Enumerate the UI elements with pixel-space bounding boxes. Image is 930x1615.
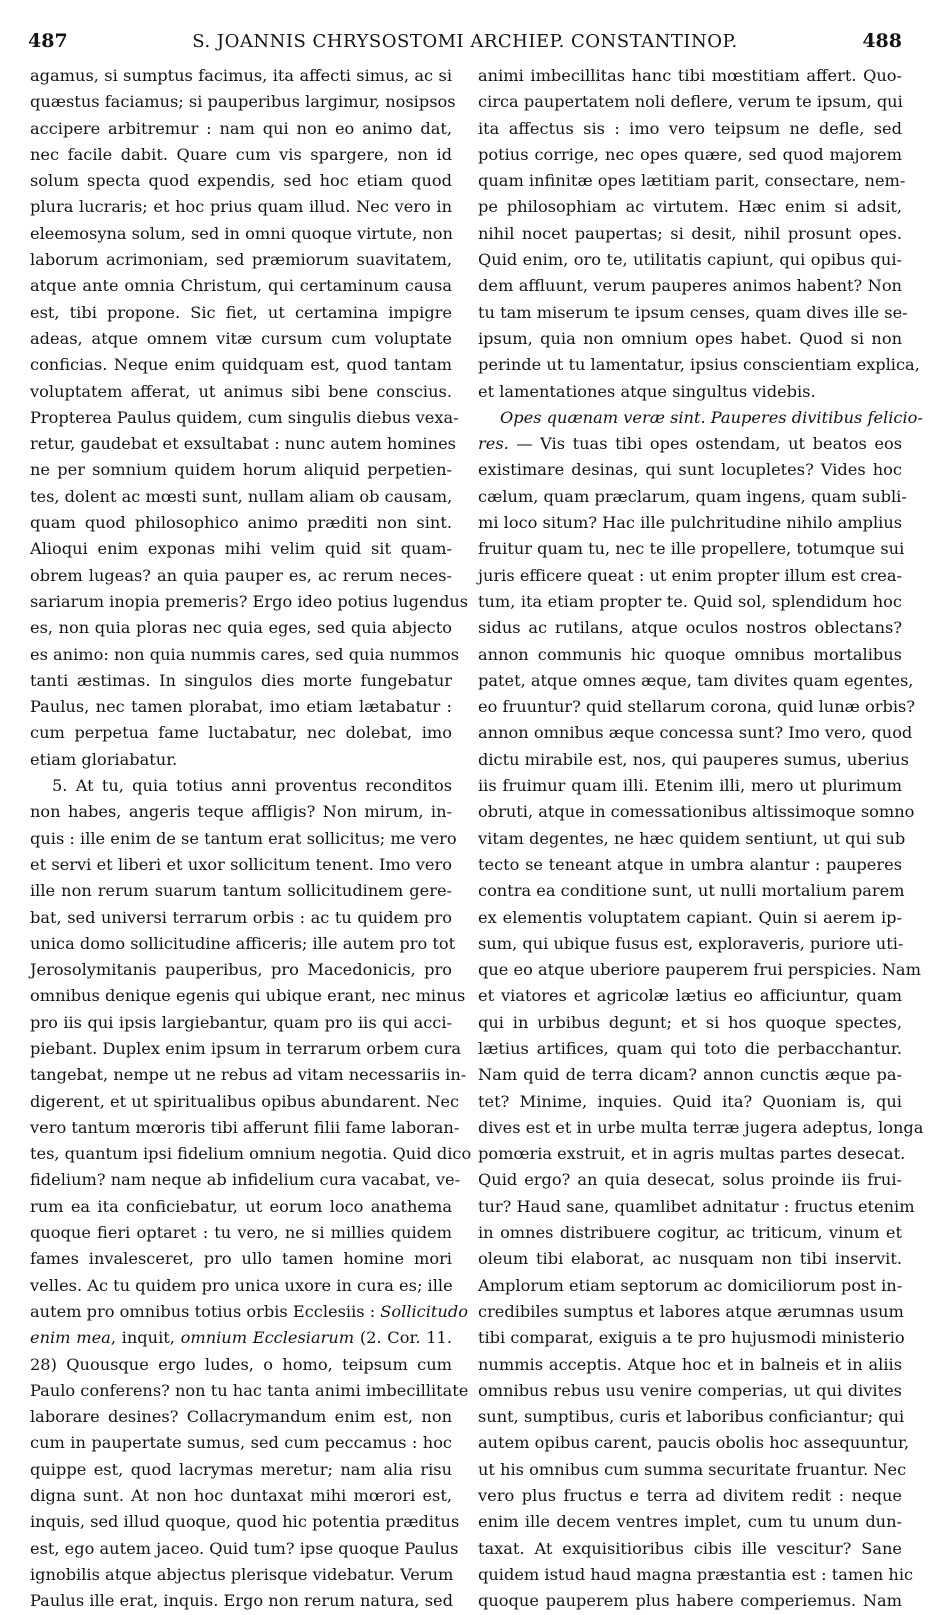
text-line <box>30 720 452 746</box>
text-line <box>478 1036 902 1062</box>
text-line <box>478 826 906 852</box>
line-text: juris efficere queat : ut enim propter illum est crea- <box>478 565 902 585</box>
text-line <box>30 352 452 378</box>
line-text: Jerosolymitanis pauperibus, pro Macedonicis, pro <box>30 960 452 980</box>
text-line <box>478 1430 910 1456</box>
line-text: iis fruimur quam illi. Etenim illi, mero ut plurimum <box>478 776 902 796</box>
text-line <box>30 1430 452 1456</box>
running-title: S. JOANNIS CHRYSOSTOMI ARCHIEP. CONSTANTINOP. <box>192 31 738 52</box>
line-text: cælum, quam præclarum, quam ingens, quam subli- <box>478 486 907 506</box>
text-line <box>478 484 907 510</box>
text-line <box>30 431 456 457</box>
line-text: plura lucraris; et hoc prius quam illud. Nec vero in <box>30 197 452 217</box>
page-number-right: 488 <box>862 30 902 52</box>
text-line <box>30 273 452 299</box>
line-text: Alioqui enim exponas mihi velim quid sit quam- <box>30 539 452 559</box>
text-line <box>30 1457 452 1483</box>
text-line <box>30 194 452 220</box>
line-text: annon omnibus æque concessa sunt? Imo vero, quod <box>478 723 913 743</box>
line-text: fames invalesceret, pro ullo tamen homine mori <box>30 1249 452 1269</box>
line-text: ignobilis atque abjectus plerisque videbatur. Verum <box>30 1564 454 1584</box>
line-text: quoque fieri optaret : tu vero, ne si millies quidem <box>30 1223 452 1243</box>
line-text: animi imbecillitas hanc tibi mœstitiam affert. Quo- <box>478 66 902 85</box>
line-text: lætius artifices, quam qui toto die perbacchantur. <box>478 1038 902 1058</box>
text-line <box>478 1273 902 1299</box>
text-line <box>30 1404 452 1430</box>
line-text: pe philosophiam ac virtutem. Hæc enim si adsit, <box>478 197 902 217</box>
line-text: solum specta quod expendis, sed hoc etiam quod <box>30 171 452 191</box>
line-text: etiam gloriabatur. <box>30 749 178 769</box>
text-line <box>30 852 452 878</box>
line-text: tibi comparat, exiguis a te pro hujusmodi ministerio <box>478 1328 905 1348</box>
text-line <box>478 431 902 457</box>
line-text: obruti, atque in comessationibus altissimoque somno <box>478 802 915 822</box>
line-text: annon communis hic quoque omnibus mortalibus <box>478 644 902 664</box>
line-text: tu tam miserum te ipsum censes, quam dives ille se- <box>478 302 908 322</box>
line-text: et servi et liberi et uxor sollicitum tenent. Imo vero <box>30 854 452 874</box>
line-text: oleum tibi elaborat, ac nusquam non tibi inservit. <box>478 1249 902 1269</box>
italic-text: Sollicitudo <box>380 1301 468 1321</box>
text-line <box>30 457 452 483</box>
text-line <box>478 89 902 115</box>
line-text: qui in urbibus degunt; et si hos quoque spectes, <box>478 1012 902 1032</box>
text-line <box>30 1062 467 1088</box>
line-text: nummis acceptis. Atque hoc et in balneis et in aliis <box>478 1354 902 1374</box>
text-line <box>478 1141 906 1167</box>
line-text: (2. Cor. 11. <box>354 1328 452 1348</box>
line-text: piebant. Duplex enim ipsum in terrarum orbem cura <box>30 1038 462 1058</box>
line-text: ipsum, quia non omnium opes habet. Quod si non <box>478 328 902 348</box>
text-line <box>30 826 457 852</box>
text-line <box>478 116 902 142</box>
text-line <box>30 799 452 825</box>
line-text: contra ea conditione sunt, ut nulli mortalium parem <box>478 881 905 901</box>
line-text: atque ante omnia Christum, qui certaminum causa <box>30 276 452 296</box>
text-line <box>478 221 902 247</box>
line-text: Quid enim, oro te, utilitatis capiunt, qui opibus qui- <box>478 250 902 270</box>
text-line <box>30 1036 462 1062</box>
text-line <box>478 63 902 89</box>
line-text: bat, sed universi terrarum orbis : ac tu quidem pro <box>30 907 452 927</box>
line-text: sidus ac rutilans, atque oculos nostros oblectans? <box>478 618 902 638</box>
line-text: dictu mirabile est, nos, qui pauperes sumus, uberius <box>478 749 909 769</box>
line-text: taxat. At exquisitioribus cibis ille vescitur? Sane <box>478 1538 902 1558</box>
text-line <box>30 747 452 773</box>
text-line <box>478 983 902 1009</box>
line-text: voluptatem afferat, ut animus sibi bene conscius. <box>30 381 452 401</box>
line-text: inquis, sed illud quoque, quod hic potentia præditus <box>30 1512 460 1532</box>
line-text: Amplorum etiam septorum ac domiciliorum post in- <box>478 1275 903 1295</box>
text-line <box>30 536 452 562</box>
text-line <box>30 405 459 431</box>
text-line <box>30 589 469 615</box>
text-line <box>30 1299 468 1325</box>
line-text: Propterea Paulus quidem, cum singulis diebus vexa- <box>30 407 459 427</box>
text-line <box>30 1089 460 1115</box>
italic-text: omnium Ecclesiarum <box>180 1328 355 1348</box>
line-text: autem pro omnibus totius orbis Ecclesiis : <box>30 1301 381 1321</box>
text-line <box>30 1588 452 1614</box>
text-line <box>30 668 452 694</box>
text-line <box>478 510 902 536</box>
text-line <box>30 1509 460 1535</box>
text-line <box>478 747 909 773</box>
line-text: et viatores et agricolæ lætius eo afficiuntur, quam <box>478 986 902 1006</box>
text-line <box>478 1457 907 1483</box>
text-line <box>478 1562 914 1588</box>
line-text: et lamentationes atque singultus videbis. <box>478 381 816 401</box>
line-text: tes, quantum ipsi fidelium omnium negotia. Quid dico <box>30 1144 472 1164</box>
line-text: Quid ergo? an quia desecat, solus proinde iis frui- <box>478 1170 902 1190</box>
line-text: omnibus rebus usu venire comperias, ut qui divites <box>478 1380 902 1400</box>
text-line <box>478 326 902 352</box>
text-line <box>30 642 460 668</box>
line-text: quidem istud haud magna præstantia est : tamen hic <box>478 1564 914 1584</box>
text-line <box>478 194 902 220</box>
line-text: in omnes distribuere cogitur, ac triticum, vinum et <box>478 1223 902 1243</box>
line-text: quippe est, quod lacrymas meretur; nam alia risu <box>30 1459 452 1479</box>
line-text: non habes, angeris teque affligis? Non mirum, in- <box>30 802 452 822</box>
text-line <box>478 1167 902 1193</box>
text-line <box>478 1509 902 1535</box>
text-line <box>30 1273 452 1299</box>
left-text-column <box>30 63 472 1615</box>
text-line <box>30 1010 452 1036</box>
text-line <box>478 642 902 668</box>
line-text: rum ea ita conficiebatur, ut eorum loco anathema <box>30 1196 452 1216</box>
text-line <box>478 300 908 326</box>
italic-text: enim mea <box>30 1328 111 1348</box>
text-line <box>478 352 920 378</box>
text-line <box>30 905 452 931</box>
text-line <box>478 1010 902 1036</box>
text-line <box>478 773 902 799</box>
text-line <box>478 379 902 405</box>
text-line <box>478 1483 902 1509</box>
text-line <box>478 1404 905 1430</box>
text-line <box>478 1325 905 1351</box>
line-text: laborare desines? Collacrymandum enim est, non <box>30 1407 452 1427</box>
line-text: quis : ille enim de se tantum erat sollicitus; me vero <box>30 828 457 848</box>
text-line <box>478 720 913 746</box>
line-text: adeas, atque omnem vitæ cursum cum voluptate <box>30 328 452 348</box>
text-line <box>30 1141 472 1167</box>
text-line <box>30 326 452 352</box>
line-text: quoque pauperem plus habere comperiemus. Nam <box>478 1591 902 1611</box>
line-text: es animo: non quia nummis cares, sed quia nummos <box>30 644 460 664</box>
text-line <box>30 694 452 720</box>
text-line <box>30 484 452 510</box>
text-line <box>478 1299 902 1325</box>
text-line <box>478 273 902 299</box>
line-text: ne per somnium quidem horum aliquid perpetien- <box>30 460 452 480</box>
text-line <box>478 589 902 615</box>
line-text: pro iis qui ipsis largiebantur, quam pro iis qui acci- <box>30 1012 452 1032</box>
text-line <box>30 957 452 983</box>
line-text: dives est et in urbe multa terræ jugera adeptus, longa <box>478 1117 924 1137</box>
text-line <box>478 799 915 825</box>
text-line <box>478 878 905 904</box>
text-line <box>30 563 452 589</box>
line-text: 5. At tu, quia totius anni proventus reconditos <box>52 776 452 796</box>
text-line <box>478 668 914 694</box>
text-line <box>478 457 902 483</box>
line-text: tanti æstimas. In singulos dies morte fungebatur <box>30 670 452 690</box>
line-text: fidelium? nam neque ab infidelium cura vacabat, ve- <box>30 1170 461 1190</box>
line-text: mi loco situm? Hac ille pulchritudine nihilo amplius <box>478 513 903 533</box>
line-text: laborum acrimoniam, sed præmiorum suavitatem, <box>30 250 452 270</box>
line-text: unica domo sollicitudine afficeris; ille autem pro tot <box>30 933 456 953</box>
text-line <box>478 1089 902 1115</box>
italic-text: Opes quænam veræ sint. Pauperes divitibus felicio- <box>500 407 923 427</box>
text-line <box>478 852 902 878</box>
line-text: vitam degentes, ne hæc quidem sentiunt, ut qui sub <box>478 828 906 848</box>
line-text: perinde ut tu lamentatur, ipsius conscientiam explica, <box>478 355 920 375</box>
line-text: sum, qui ubique fusus est, exploraveris, puriore uti- <box>478 933 904 953</box>
line-text: cum perpetua fame luctabatur, nec dolebat, imo <box>30 723 452 743</box>
text-line <box>30 1220 452 1246</box>
text-line <box>478 563 902 589</box>
line-text: nec facile dabit. Quare cum vis spargere, non id <box>30 144 452 164</box>
line-text: autem opibus carent, paucis obolis hoc assequuntur, <box>478 1433 910 1453</box>
text-line <box>30 89 456 115</box>
text-line <box>30 1562 452 1588</box>
text-line <box>30 1483 452 1509</box>
line-text: conficias. Neque enim quidquam est, quod tantam <box>30 355 452 375</box>
text-line <box>30 379 452 405</box>
text-line <box>478 931 902 957</box>
line-text: Paulus ille erat, inquis. Ergo non rerum natura, sed <box>30 1591 453 1611</box>
line-text: que eo atque uberiore pauperem frui perspicies. Nam <box>478 960 921 980</box>
text-line <box>30 168 452 194</box>
text-line <box>478 1115 924 1141</box>
line-text: velles. Ac tu quidem pro unica uxore in cura es; ille <box>30 1275 453 1295</box>
text-line <box>478 1246 902 1272</box>
line-text: tes, dolent ac mœsti sunt, nullam aliam ob causam, <box>30 486 453 506</box>
line-text: digna sunt. At non hoc duntaxat mihi mœrori est, <box>30 1486 452 1506</box>
text-line <box>478 1220 902 1246</box>
text-line <box>30 983 466 1009</box>
line-text: nihil nocet paupertas; si desit, nihil prosunt opes. <box>478 223 902 243</box>
text-line <box>30 1325 452 1351</box>
line-text: retur, gaudebat et exsultabat : nunc autem homines <box>30 434 456 454</box>
line-text: ex elementis voluptatem capiant. Quin si aerem ip- <box>478 907 902 927</box>
line-text: fruitur quam tu, nec te ille propellere, totumque sui <box>478 539 905 559</box>
line-text: digerent, et ut spiritualibus opibus abundarent. Nec <box>30 1091 460 1111</box>
text-line <box>478 536 905 562</box>
line-text: vero plus fructus e terra ad divitem redit : neque <box>478 1486 902 1506</box>
line-text: Paulo conferens? non tu hac tanta animi imbecillitate <box>30 1380 469 1400</box>
line-text: eo fruuntur? quid stellarum corona, quid lunæ orbis? <box>478 697 916 717</box>
text-line <box>478 1352 902 1378</box>
line-text: , inquit, <box>110 1328 181 1348</box>
text-line <box>478 1588 902 1614</box>
text-line <box>478 405 923 431</box>
text-line <box>478 957 921 983</box>
text-line <box>30 510 452 536</box>
line-text: dem affluunt, verum pauperes animos habent? Non <box>478 276 902 296</box>
line-text: sariarum inopia premeris? Ergo ideo potius lugendus <box>30 591 469 611</box>
line-text: eleemosyna solum, sed in omni quoque virtute, non <box>30 223 453 243</box>
page-header <box>28 30 902 56</box>
text-line <box>30 1246 452 1272</box>
line-text: quam infinitæ opes lætitiam parit, consectare, nem- <box>478 171 906 191</box>
text-line <box>30 1352 452 1378</box>
text-line <box>478 1378 902 1404</box>
line-text: — Vis tuas tibi opes ostendam, ut beatos eos <box>508 434 902 454</box>
text-line <box>478 247 902 273</box>
line-text: tecto se teneant atque in umbra alantur : pauperes <box>478 854 902 874</box>
line-text: potius corrige, nec opes quære, sed quod majorem <box>478 144 902 164</box>
line-text: patet, atque omnes æque, tam divites quam egentes, <box>478 670 914 690</box>
line-text: Paulus, nec tamen plorabat, imo etiam lætabatur : <box>30 697 452 717</box>
line-text: quam quod philosophico animo præditi non sint. <box>30 513 452 533</box>
text-line <box>478 1194 915 1220</box>
text-line <box>478 168 906 194</box>
text-line <box>30 773 452 799</box>
line-text: est, ego autem jaceo. Quid tum? ipse quoque Paulus <box>30 1538 459 1558</box>
text-line <box>478 615 902 641</box>
line-text: 28) Quousque ergo ludes, o homo, teipsum cum <box>30 1354 452 1374</box>
text-line <box>30 615 452 641</box>
line-text: ut his omnibus cum summa securitate fruantur. Nec <box>478 1459 907 1479</box>
line-text: omnibus denique egenis qui ubique erant, nec minus <box>30 986 466 1006</box>
right-text-column <box>478 63 924 1615</box>
text-line <box>30 878 452 904</box>
text-line <box>478 1536 902 1562</box>
text-line <box>478 142 902 168</box>
line-text: circa paupertatem noli deflere, verum te ipsum, qui <box>478 92 903 112</box>
line-text: agamus, si sumptus facimus, ita affecti simus, ac si <box>30 66 452 85</box>
line-text: cum in paupertate sumus, sed cum peccamus : hoc <box>30 1433 452 1453</box>
line-text: enim ille decem ventres implet, cum tu unum dun- <box>478 1512 902 1532</box>
text-line <box>478 905 902 931</box>
text-line <box>30 63 452 89</box>
line-text: quæstus faciamus; si pauperibus largimur, nosipsos <box>30 92 456 112</box>
line-text: obrem lugeas? an quia pauper es, ac rerum neces- <box>30 565 452 585</box>
text-line <box>30 221 452 247</box>
italic-text: res. <box>478 434 509 454</box>
line-text: pomœria exstruit, et in agris multas partes desecat. <box>478 1144 906 1164</box>
page-number-left: 487 <box>28 30 68 52</box>
text-line <box>478 1062 902 1088</box>
text-line <box>478 694 916 720</box>
text-line <box>30 300 452 326</box>
line-text: ita affectus sis : imo vero teipsum ne defle, sed <box>478 118 902 138</box>
text-line <box>30 1536 459 1562</box>
text-line <box>30 1115 460 1141</box>
text-line <box>30 247 452 273</box>
line-text: est, tibi propone. Sic fiet, ut certamina impigre <box>30 302 452 322</box>
text-line <box>30 1194 452 1220</box>
line-text: ille non rerum suarum tantum sollicitudinem gere- <box>30 881 452 901</box>
line-text: tet? Minime, inquies. Quid ita? Quoniam is, qui <box>478 1091 902 1111</box>
line-text: tangebat, nempe ut ne rebus ad vitam necessariis in- <box>30 1065 467 1085</box>
text-line <box>30 931 456 957</box>
text-line <box>30 142 452 168</box>
line-text: existimare desinas, qui sunt locupletes? Vides hoc <box>478 460 902 480</box>
text-line <box>30 1167 461 1193</box>
line-text: accipere arbitremur : nam qui non eo animo dat, <box>30 118 452 138</box>
text-line <box>30 1378 469 1404</box>
line-text: tum, ita etiam propter te. Quid sol, splendidum hoc <box>478 591 902 611</box>
line-text: tur? Haud sane, quamlibet adnitatur : fructus etenim <box>478 1196 915 1216</box>
line-text: credibiles sumptus et labores atque ærumnas usum <box>478 1301 904 1321</box>
line-text: sunt, sumptibus, curis et laboribus conficiantur; qui <box>478 1407 905 1427</box>
line-text: Nam quid de terra dicam? annon cunctis æque pa- <box>478 1065 902 1085</box>
line-text: es, non quia ploras nec quia eges, sed quia abjecto <box>30 618 452 638</box>
line-text: vero tantum mœroris tibi afferunt filii fame laboran- <box>30 1117 460 1137</box>
text-line <box>30 116 452 142</box>
